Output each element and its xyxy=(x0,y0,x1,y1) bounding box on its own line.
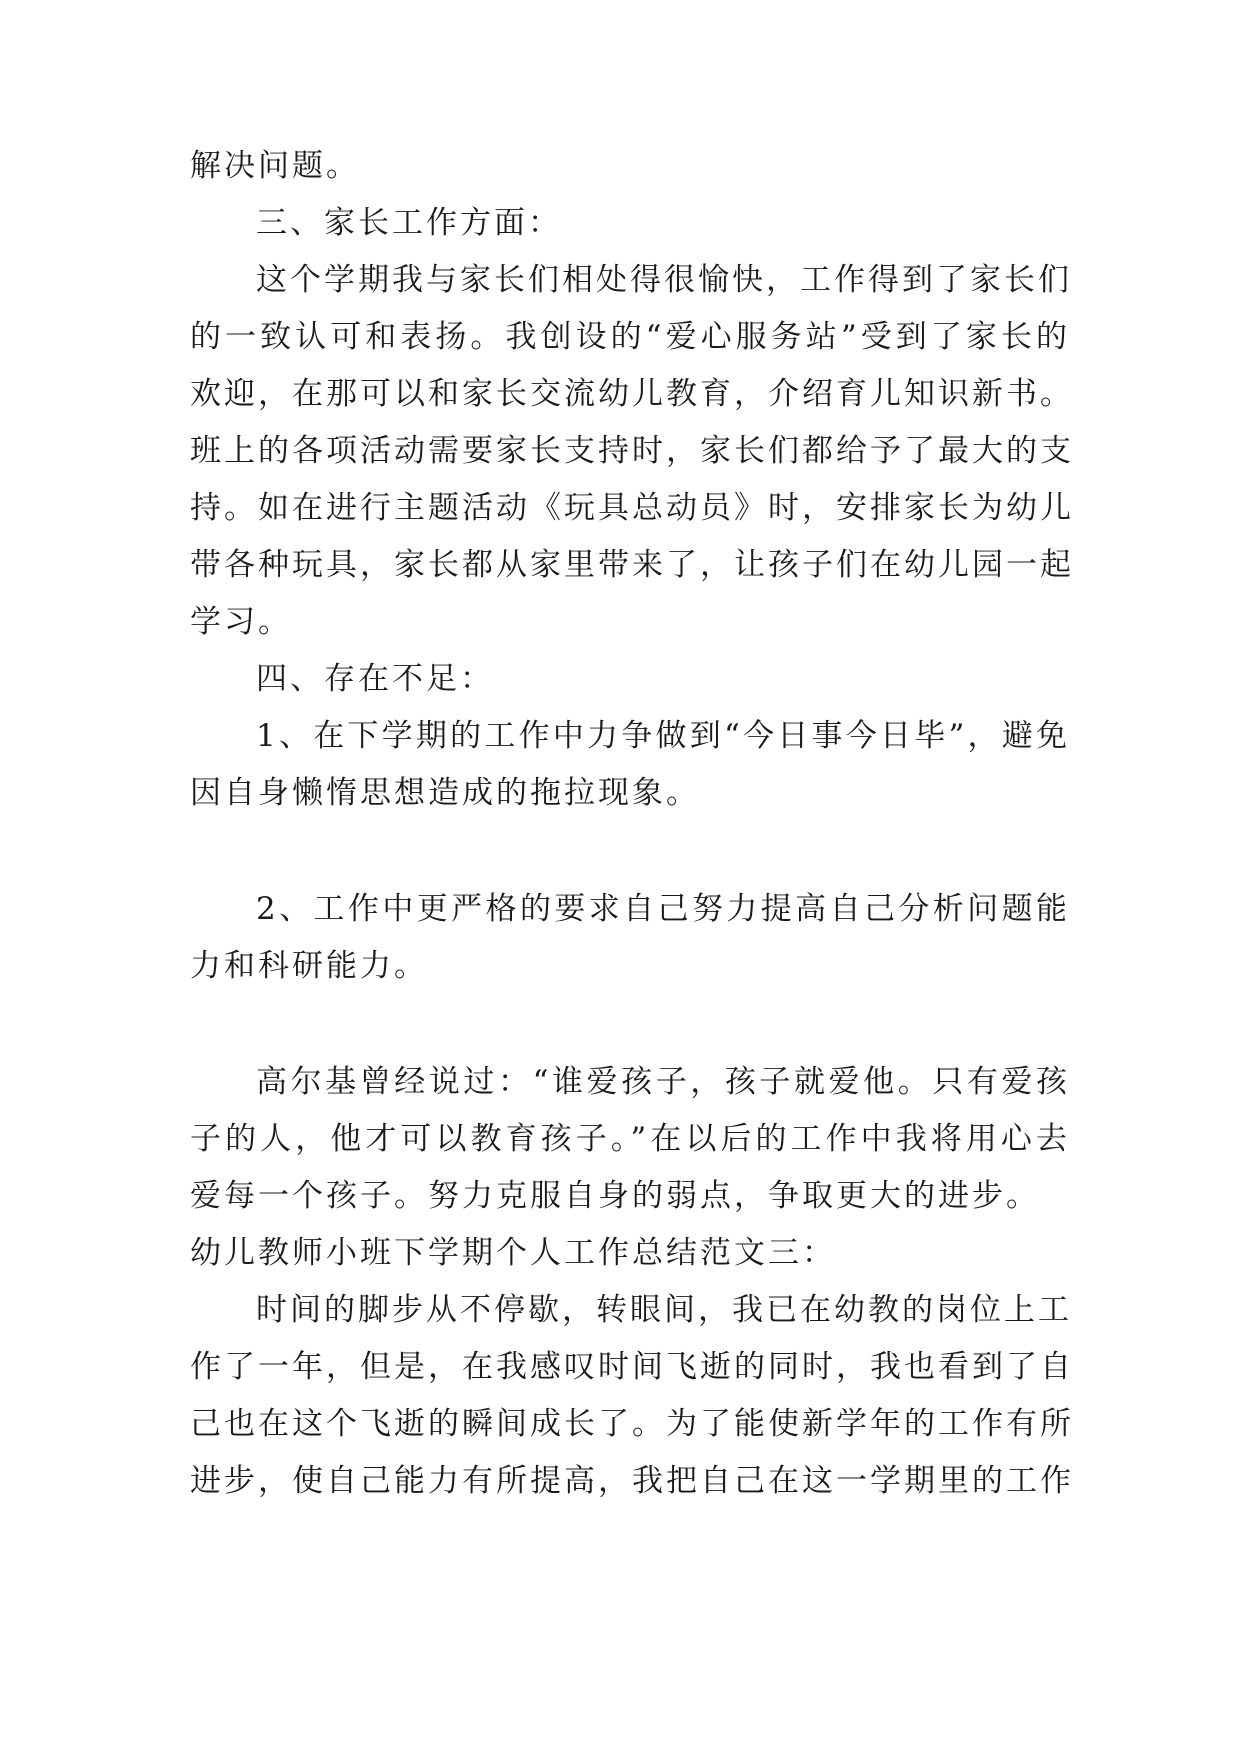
text-line: 持。如在进行主题活动《玩具总动员》时，安排家长为幼儿 xyxy=(190,490,1074,526)
text-line: 进步，使自己能力有所提高，我把自己在这一学期里的工作 xyxy=(190,1463,1074,1499)
text-line: 解决问题。 xyxy=(190,148,360,184)
text-line: 1、在下学期的工作中力争做到“今日事今日毕”，避免 xyxy=(256,718,1070,754)
text-line: 带各种玩具，家长都从家里带来了，让孩子们在幼儿园一起 xyxy=(190,547,1074,583)
text-line: 因自身懒惰思想造成的拖拉现象。 xyxy=(190,775,700,811)
text-line: 时间的脚步从不停歇，转眼间，我已在幼教的岗位上工 xyxy=(256,1292,1072,1328)
text-line: 己也在这个飞逝的瞬间成长了。为了能使新学年的工作有所 xyxy=(190,1406,1074,1442)
text-line: 爱每一个孩子。努力克服自身的弱点，争取更大的进步。 xyxy=(190,1178,1040,1214)
text-line: 学习。 xyxy=(190,604,292,640)
section-heading: 四、存在不足： xyxy=(256,661,494,697)
text-line: 高尔基曾经说过：“谁爱孩子，孩子就爱他。只有爱孩 xyxy=(256,1064,1070,1100)
section-title: 幼儿教师小班下学期个人工作总结范文三： xyxy=(190,1235,836,1271)
text-line: 子的人，他才可以教育孩子。”在以后的工作中我将用心去 xyxy=(190,1121,1070,1157)
text-line: 班上的各项活动需要家长支持时，家长们都给予了最大的支 xyxy=(190,433,1074,469)
text-line: 欢迎，在那可以和家长交流幼儿教育，介绍育儿知识新书。 xyxy=(190,376,1074,412)
text-line: 2、工作中更严格的要求自己努力提高自己分析问题能 xyxy=(256,891,1070,927)
text-line: 作了一年，但是，在我感叹时间飞逝的同时，我也看到了自 xyxy=(190,1349,1074,1385)
text-line: 力和科研能力。 xyxy=(190,948,428,984)
section-heading: 三、家长工作方面： xyxy=(256,205,562,241)
text-line: 这个学期我与家长们相处得很愉快，工作得到了家长们 xyxy=(256,262,1072,298)
text-line: 的一致认可和表扬。我创设的“爱心服务站”受到了家长的 xyxy=(190,319,1070,355)
